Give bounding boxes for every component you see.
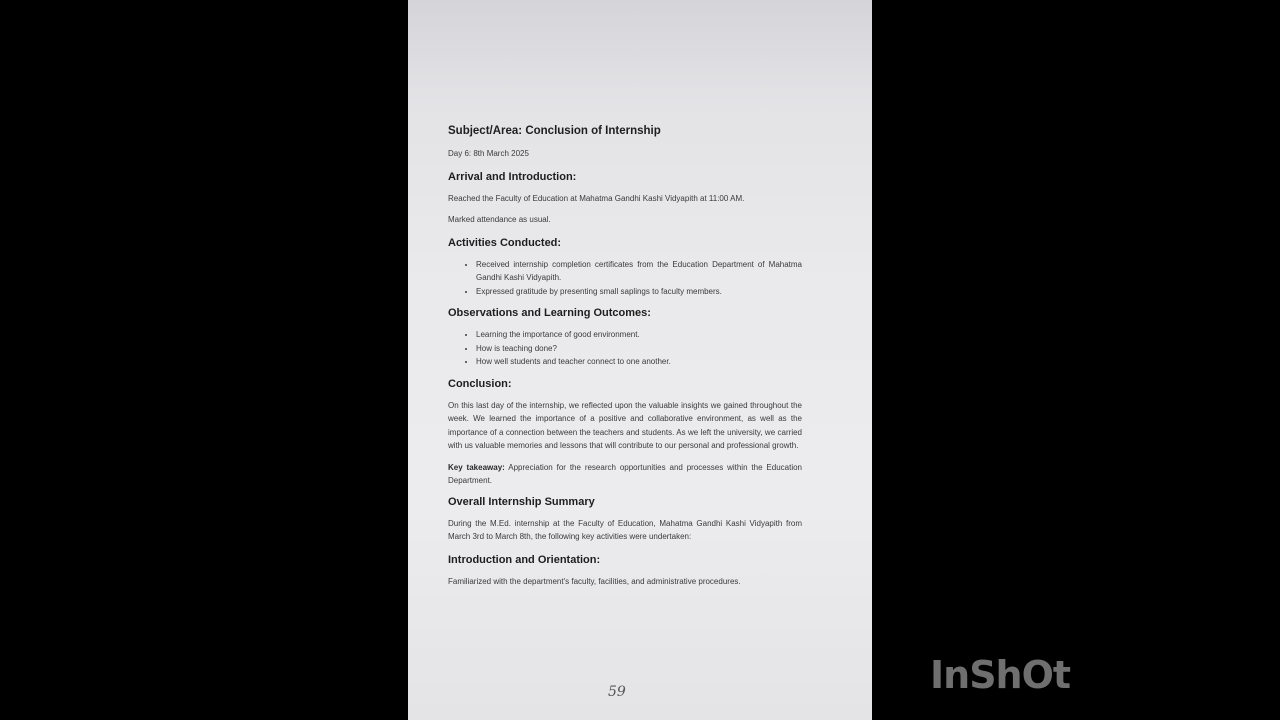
list-item: • Received internship completion certificates from the Education Department of Mahatma Gandhi Kashi Vidyapith. [476, 258, 802, 285]
arrival-paragraph: Reached the Faculty of Education at Mahatma Gandhi Kashi Vidyapith at 11:00 AM. [448, 193, 745, 203]
key-takeaway-text: Appreciation for the research opportunities and processes within the Education Department. [448, 462, 802, 485]
observations-list [448, 328, 802, 369]
list-item: • Expressed gratitude by presenting small saplings to faculty members. [476, 285, 802, 299]
conclusion-paragraph: On this last day of the internship, we reflected upon the valuable insights we gained throughout the week. We learned the importance of a positive and collaborative environment, as well as the importance of a connection between the teachers and students. As we left the university, we carried with us valuable memories and lessons that will contribute to our personal and professional growth. [448, 400, 802, 450]
date-line: Day 6: 8th March 2025 [448, 149, 529, 158]
document-content [448, 125, 802, 596]
conclusion-heading: Conclusion: [448, 377, 512, 390]
observations-heading: Observations and Learning Outcomes: [448, 307, 651, 319]
list-item: • Learning the importance of good environment. [476, 328, 802, 342]
activities-heading: Activities Conducted: [448, 236, 562, 249]
arrival-heading: Arrival and Introduction: [448, 170, 577, 183]
document-title: Subject/Area: Conclusion of Internship [448, 125, 661, 137]
key-takeaway-label: Key takeaway: [448, 462, 505, 472]
summary-paragraph: During the M.Ed. internship at the Faculty of Education, Mahatma Gandhi Kashi Vidyapith from March 3rd to March 8th, the following key activities were undertaken: [448, 518, 802, 541]
document-page [408, 0, 872, 720]
key-takeaway [448, 461, 802, 488]
orientation-paragraph: Familiarized with the department's faculty, facilities, and administrative procedures. [448, 576, 741, 586]
summary-heading: Overall Internship Summary [448, 495, 595, 508]
list-item: • How is teaching done? [476, 342, 802, 356]
list-item: • How well students and teacher connect to one another. [476, 355, 802, 369]
orientation-heading: Introduction and Orientation: [448, 553, 601, 566]
arrival-paragraph: Marked attendance as usual. [448, 215, 551, 224]
inshot-watermark: InShOt [930, 653, 1071, 697]
page-number: 59 [608, 684, 626, 700]
activities-list [448, 258, 802, 299]
